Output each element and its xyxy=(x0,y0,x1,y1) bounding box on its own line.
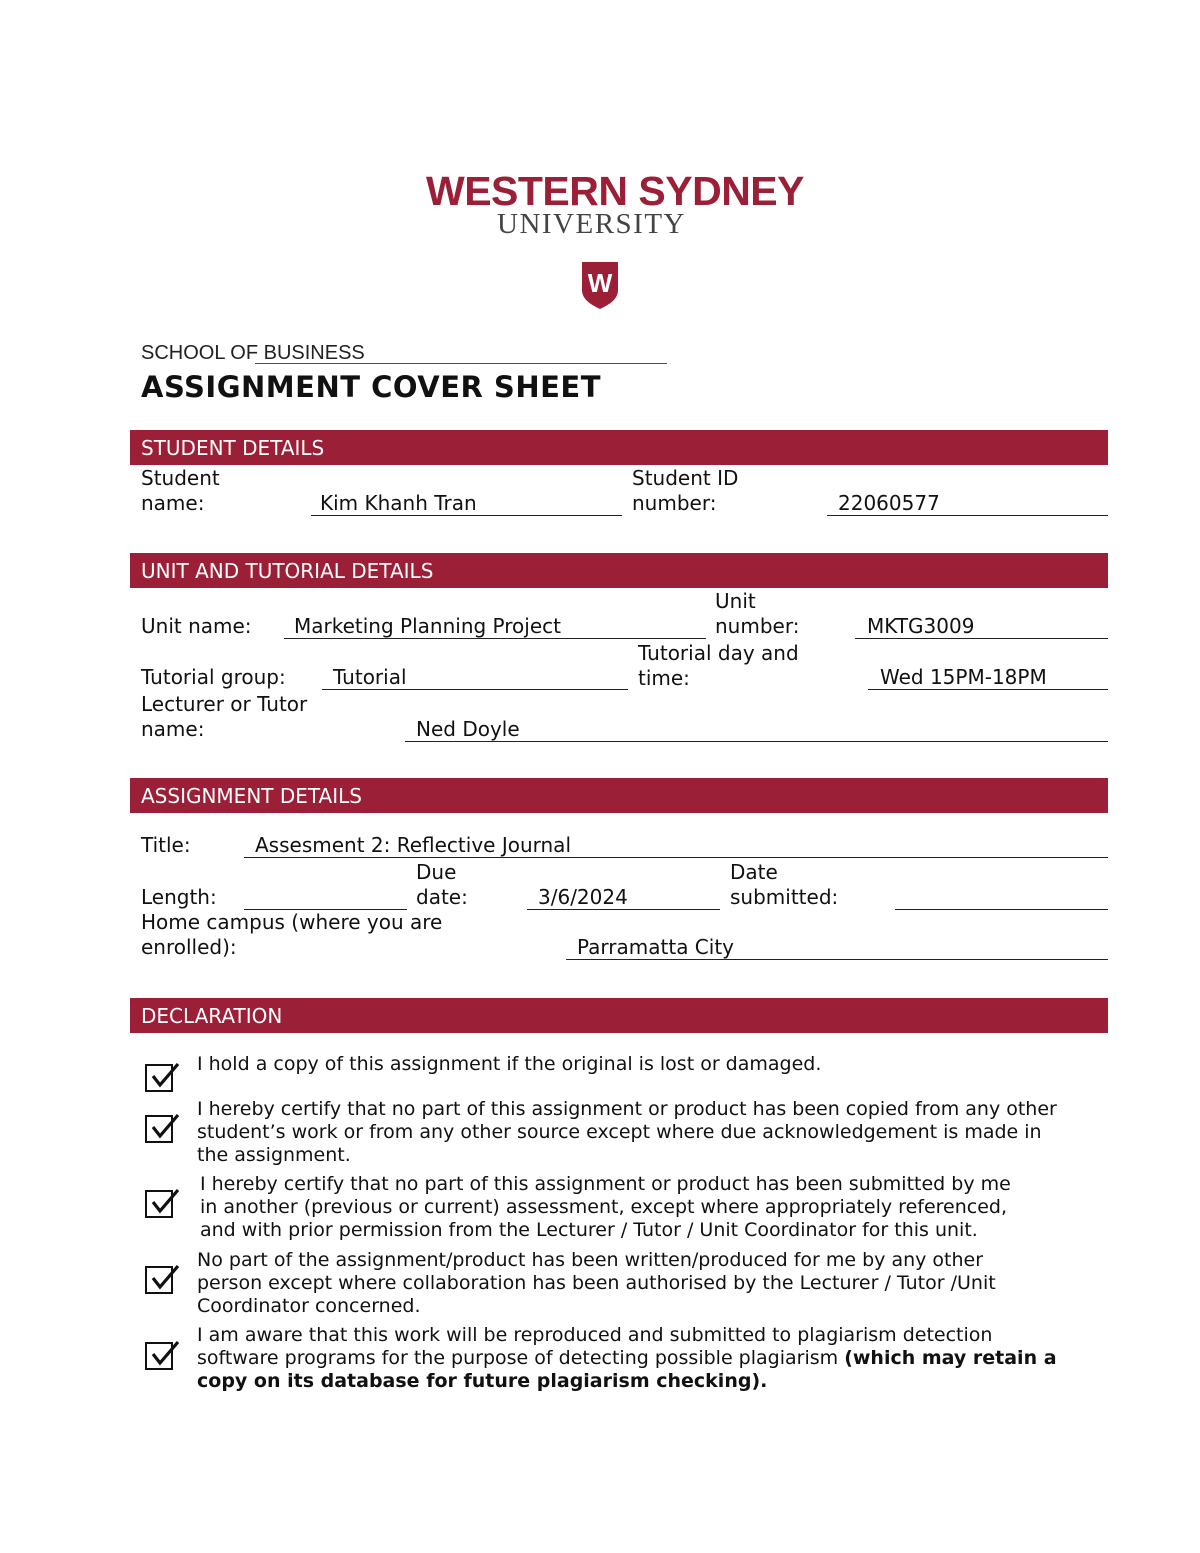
declaration-text-5: I am aware that this work will be reproduced and submitted to plagiarism detection software programs for the purpose of detecting possible plagiarism (which may retain a copy on its database for future plagiarism checking). xyxy=(197,1324,1057,1392)
checkmark-icon xyxy=(148,1338,180,1370)
home-campus-value[interactable]: Parramatta City xyxy=(577,935,735,959)
checkmark-icon xyxy=(148,1186,180,1218)
university-logo-wordmark: WESTERN SYDNEY xyxy=(426,168,804,214)
tutorial-group-label: Tutorial group: xyxy=(141,665,286,689)
school-underline xyxy=(255,363,667,364)
date-submitted-field xyxy=(895,909,1108,910)
lecturer-field xyxy=(405,741,1108,742)
university-logo-subtitle: UNIVERSITY xyxy=(497,208,686,240)
declaration-text-2: I hereby certify that no part of this assignment or product has been copied from any other student’s work or from any other source except where due acknowledgement is made in the assignment. xyxy=(197,1098,1057,1166)
unit-name-value[interactable]: Marketing Planning Project xyxy=(294,614,561,638)
university-shield-icon xyxy=(580,260,620,314)
declaration-text-3: I hereby certify that no part of this assignment or product has been submitted by me in another (previous or current) assessment, except where appropriately referenced, and with prior permission from the Lecturer / Tutor / Unit Coordinator for this unit. xyxy=(200,1173,1011,1241)
length-label: Length: xyxy=(141,885,217,909)
student-id-field xyxy=(827,515,1108,516)
due-date-label: Due date: xyxy=(416,860,468,909)
lecturer-value[interactable]: Ned Doyle xyxy=(416,717,520,741)
checkmark-icon xyxy=(148,1111,180,1143)
assignment-title-label: Title: xyxy=(141,833,191,857)
assignment-title-field xyxy=(244,857,1108,858)
tutorial-group-field xyxy=(322,689,628,690)
tutorial-day-field xyxy=(868,689,1108,690)
section-header-unit: UNIT AND TUTORIAL DETAILS xyxy=(130,553,1108,588)
assignment-title-value[interactable]: Assesment 2: Reflective Journal xyxy=(255,833,571,857)
declaration-checkbox-2[interactable] xyxy=(145,1115,173,1143)
declaration-checkbox-4[interactable] xyxy=(145,1266,173,1294)
tutorial-day-value[interactable]: Wed 15PM-18PM xyxy=(880,665,1047,689)
declaration-checkbox-1[interactable] xyxy=(145,1064,173,1092)
student-name-label: Student name: xyxy=(141,466,220,515)
due-date-value[interactable]: 3/6/2024 xyxy=(538,885,628,909)
school-name: SCHOOL OF BUSINESS xyxy=(141,342,365,364)
home-campus-label: Home campus (where you are enrolled): xyxy=(141,910,443,959)
unit-number-value[interactable]: MKTG3009 xyxy=(867,614,975,638)
svg-text:W: W xyxy=(587,268,613,298)
tutorial-group-value[interactable]: Tutorial xyxy=(333,665,407,689)
unit-name-field xyxy=(284,638,706,639)
section-header-student: STUDENT DETAILS xyxy=(130,430,1108,465)
student-name-field xyxy=(311,515,622,516)
declaration-text-4: No part of the assignment/product has been written/produced for me by any other person except where collaboration has been authorised by the Lecturer / Tutor /Unit Coordinator concerned. xyxy=(197,1249,996,1317)
lecturer-label: Lecturer or Tutor name: xyxy=(141,692,308,741)
unit-number-label: Unit number: xyxy=(715,589,800,638)
unit-name-label: Unit name: xyxy=(141,614,252,638)
checkmark-icon xyxy=(148,1060,180,1092)
due-date-field xyxy=(527,909,720,910)
home-campus-field xyxy=(566,959,1108,960)
unit-number-field xyxy=(855,638,1108,639)
section-header-assignment: ASSIGNMENT DETAILS xyxy=(130,778,1108,813)
section-header-declaration: DECLARATION xyxy=(130,998,1108,1033)
date-submitted-label: Date submitted: xyxy=(730,860,839,909)
page-title: ASSIGNMENT COVER SHEET xyxy=(141,370,601,404)
student-id-label: Student ID number: xyxy=(632,466,739,515)
declaration-text-1: I hold a copy of this assignment if the original is lost or damaged. xyxy=(197,1053,822,1075)
tutorial-day-label: Tutorial day and time: xyxy=(638,641,799,690)
declaration-checkbox-5[interactable] xyxy=(145,1342,173,1370)
student-name-value[interactable]: Kim Khanh Tran xyxy=(320,491,477,515)
student-id-value[interactable]: 22060577 xyxy=(838,491,940,515)
declaration-checkbox-3[interactable] xyxy=(145,1190,173,1218)
checkmark-icon xyxy=(148,1262,180,1294)
